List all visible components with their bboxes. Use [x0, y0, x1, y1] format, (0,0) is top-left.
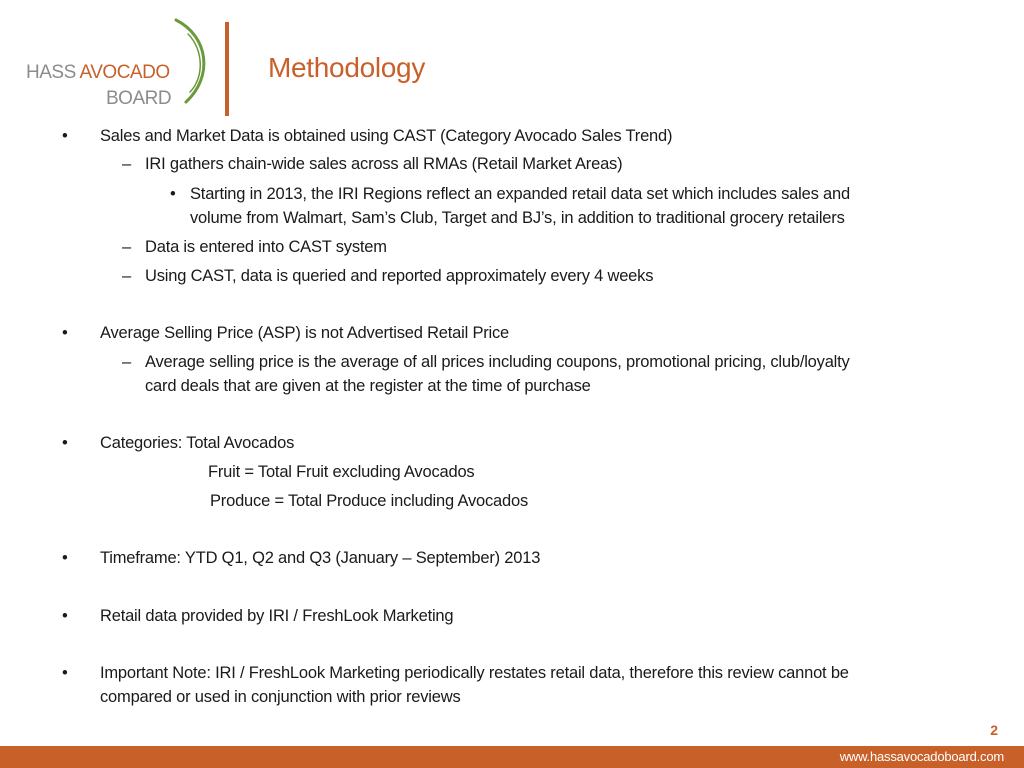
sub-bullet-text: Using CAST, data is queried and reported approximately every 4 weeks [145, 267, 654, 285]
bullet-text: compared or used in conjunction with prior reviews [100, 688, 461, 706]
sub-sub-bullet-text: Starting in 2013, the IRI Regions reflect an expanded retail data set which includes sales and [190, 185, 850, 203]
logo-wordmark [26, 62, 170, 84]
sub-bullet-text: card deals that are given at the register at the time of purchase [145, 377, 591, 395]
footer-bar [0, 746, 1024, 768]
sub-bullet-text: IRI gathers chain-wide sales across all RMAs (Retail Market Areas) [145, 155, 623, 173]
hass-avocado-board-logo [0, 0, 230, 120]
sub-bullet-text: Average selling price is the average of all prices including coupons, promotional pricing, club/loyalty [145, 353, 850, 371]
logo-board-text: BOARD [106, 88, 172, 109]
dash-marker: – [122, 155, 131, 173]
bullet-marker: • [62, 434, 68, 452]
bullet-marker: • [170, 185, 176, 203]
avocado-arc-icon [168, 16, 218, 106]
footer-url[interactable]: www.hassavocadoboard.com [839, 749, 1004, 764]
bullet-text: Average Selling Price (ASP) is not Advertised Retail Price [100, 324, 510, 342]
bullet-marker: • [62, 607, 68, 625]
page-number: 2 [990, 722, 998, 738]
dash-marker: – [122, 238, 131, 256]
bullet-text: Retail data provided by IRI / FreshLook Marketing [100, 607, 454, 625]
bullet-marker: • [62, 127, 68, 145]
category-produce-text: Produce = Total Produce including Avocados [210, 492, 529, 510]
bullet-marker: • [62, 324, 68, 342]
bullet-marker: • [62, 549, 68, 567]
page-title: Methodology [268, 52, 426, 83]
bullet-text: Categories: Total Avocados [100, 434, 295, 452]
sub-sub-bullet-text: volume from Walmart, Sam’s Club, Target and BJ’s, in addition to traditional grocery retailers [190, 209, 845, 227]
bullet-text: Timeframe: YTD Q1, Q2 and Q3 (January – September) 2013 [100, 549, 541, 567]
bullet-text: Sales and Market Data is obtained using CAST (Category Avocado Sales Trend) [100, 127, 673, 145]
bullet-marker: • [62, 664, 68, 682]
header-divider [225, 22, 229, 116]
dash-marker: – [122, 267, 131, 285]
sub-bullet-text: Data is entered into CAST system [145, 238, 387, 256]
logo-hass-text: HASS [26, 62, 76, 83]
dash-marker: – [122, 353, 131, 371]
category-fruit-text: Fruit = Total Fruit excluding Avocados [208, 463, 475, 481]
bullet-text: Important Note: IRI / FreshLook Marketing periodically restates retail data, therefore this review cannot be [100, 664, 849, 682]
logo-avocado-text: AVOCADO [79, 62, 170, 83]
